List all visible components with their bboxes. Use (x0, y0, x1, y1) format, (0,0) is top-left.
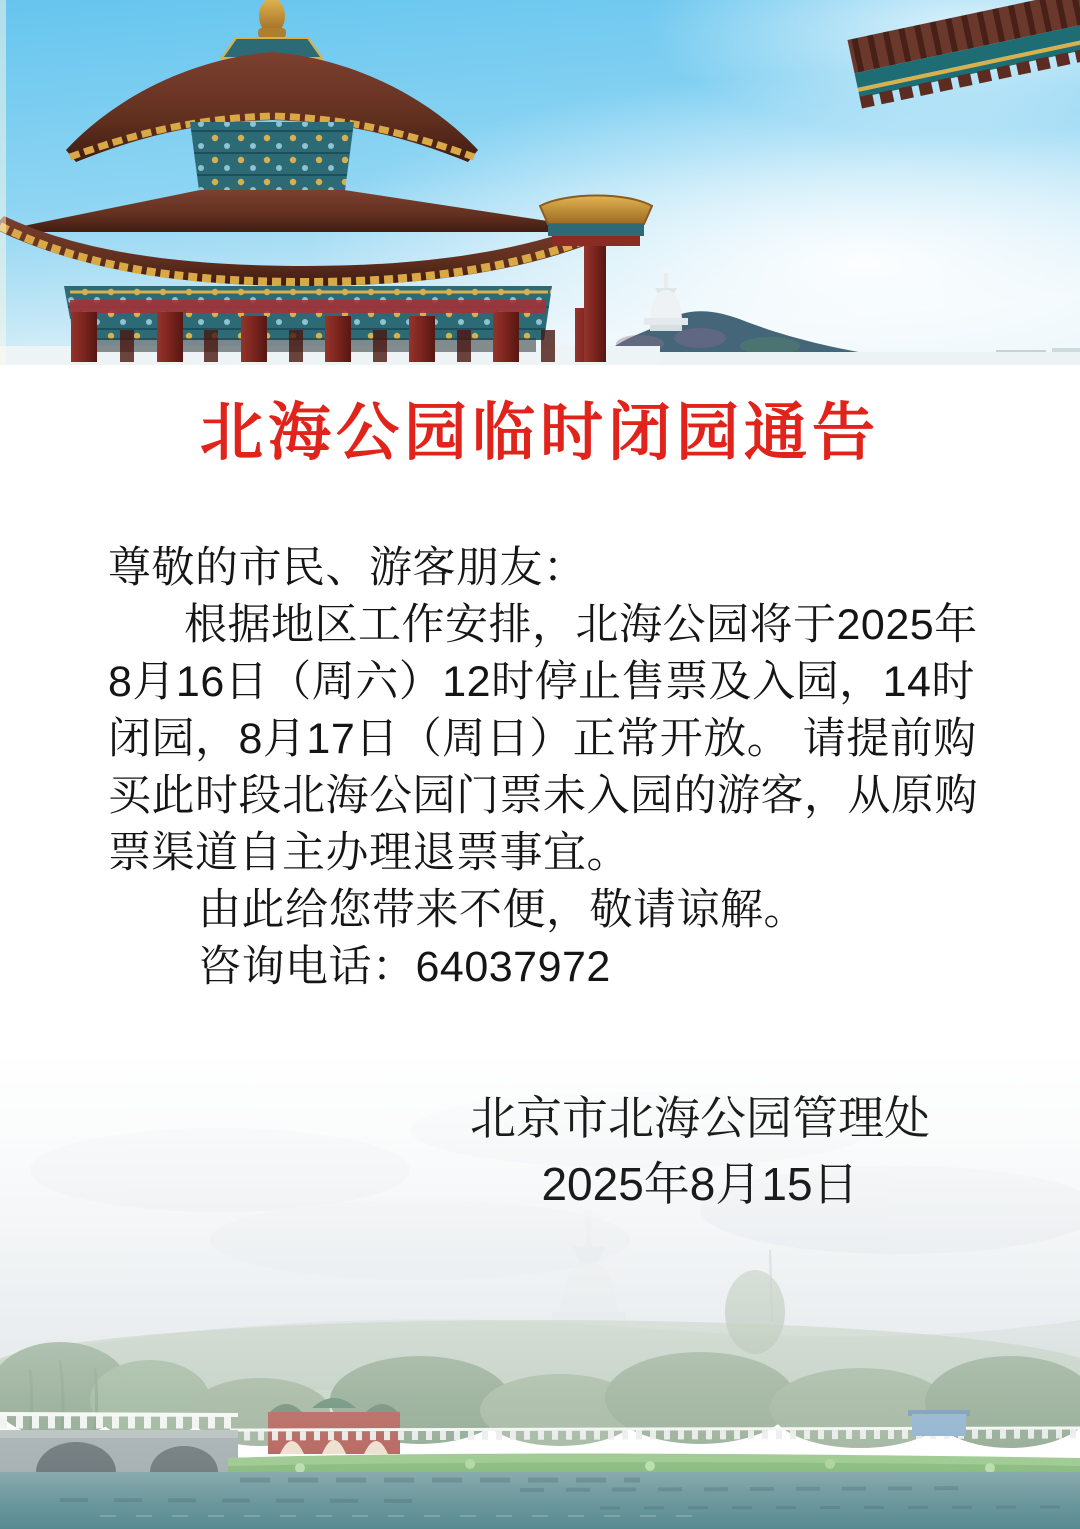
signature-block (400, 1088, 1000, 1214)
photo-left-edge (0, 0, 6, 365)
notice-line: 尊敬的市民、游客朋友： (108, 544, 587, 592)
notice-line: 根据地区工作安排，北海公园将于2025年 (184, 601, 978, 649)
signature-org: 北京市北海公园管理处 (470, 1092, 930, 1144)
signature-date: 2025年8月15日 (541, 1158, 859, 1210)
notice-line: 8月16日（周六）12时停止售票及入园，14时 (108, 658, 975, 706)
notice-line: 闭园，8月17日（周日）正常开放。 请提前购 (108, 715, 977, 763)
notice-line: 由此给您带来不便，敬请谅解。 (198, 886, 807, 934)
notice-title: 北海公园临时闭园通告 (200, 398, 880, 468)
notice-line: 票渠道自主办理退票事宜。 (108, 829, 630, 877)
header-photo (0, 0, 1080, 365)
notice-body (108, 540, 988, 996)
notice-line: 买此时段北海公园门票未入园的游客，从原购 (108, 772, 978, 820)
notice-line: 咨询电话：64037972 (198, 943, 611, 991)
